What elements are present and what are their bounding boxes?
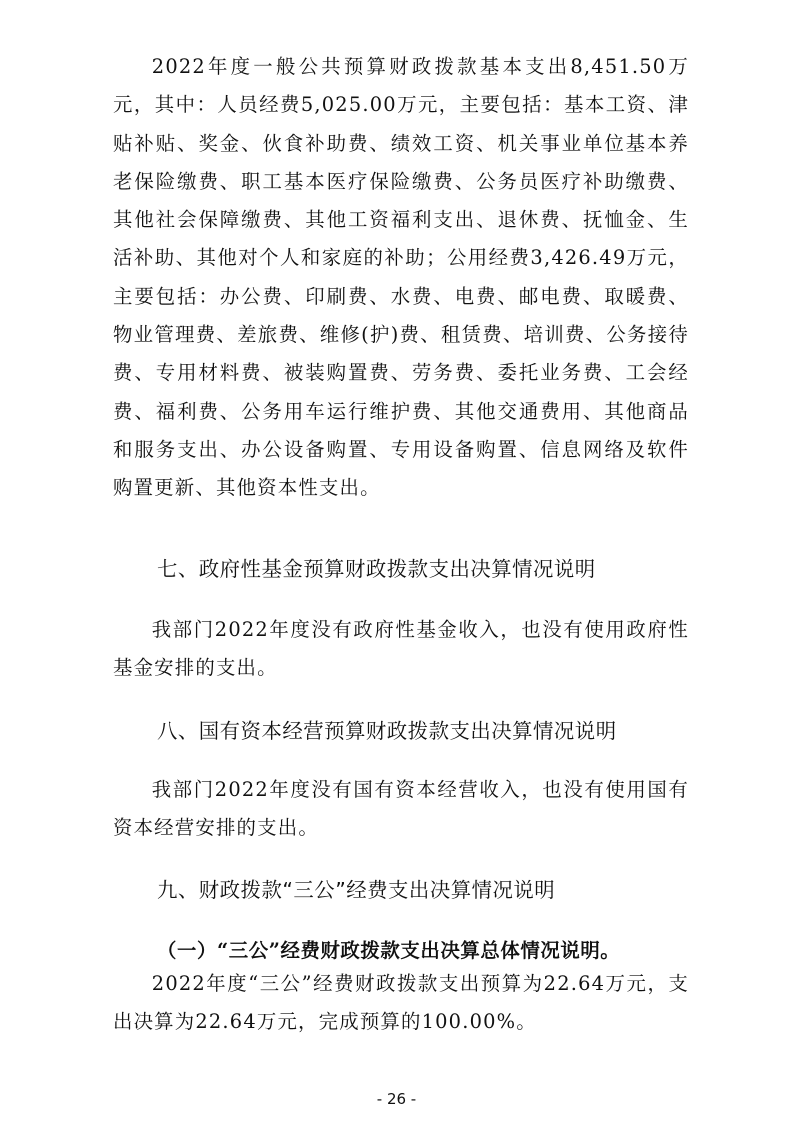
section-9-1-body: 2022年度“三公”经费财政拨款支出预算为22.64万元，支出决算为22.64万元，完成预算的100.00%。 [113,972,689,1034]
section-7-body: 我部门2022年度没有政府性基金收入，也没有使用政府性基金安排的支出。 [113,618,689,680]
section-9-heading: 九、财政拨款“三公”经费支出决算情况说明 [157,878,556,902]
page-number: - 26 - [376,1090,417,1108]
section-8-body: 我部门2022年度没有国有资本经营收入，也没有使用国有资本经营安排的支出。 [113,778,689,840]
section-9-1-subheading: （一）“三公”经费财政拨款支出决算总体情况说明。 [157,939,621,962]
basic-expenditure-paragraph: 2022年度一般公共预算财政拨款基本支出8,451.50万元，其中：人员经费5,025.00万元，主要包括：基本工资、津贴补贴、奖金、伙食补助费、绩效工资、机关事业单位基本养老保险缴费、职工基本医疗保险缴费、公务员医疗补助缴费、其他社会保障缴费、其他工资福利支出、退休费、抚恤金、生活补助、其他对个人和家庭的补助；公用经费3,426.49万元，主要包括：办公费、印刷费、水费、电费、邮电费、取暖费、物业管理费、差旅费、维修(护)费、租赁费、培训费、公务接待费、专用材料费、被装购置费、劳务费、委托业务费、工会经费、福利费、公务用车运行维护费、其他交通费用、其他商品和服务支出、办公设备购置、专用设备购置、信息网络及软件购置更新、其他资本性支出。 [113,55,689,500]
section-7-heading: 七、政府性基金预算财政拨款支出决算情况说明 [157,557,596,581]
section-8-heading: 八、国有资本经营预算财政拨款支出决算情况说明 [157,719,617,743]
